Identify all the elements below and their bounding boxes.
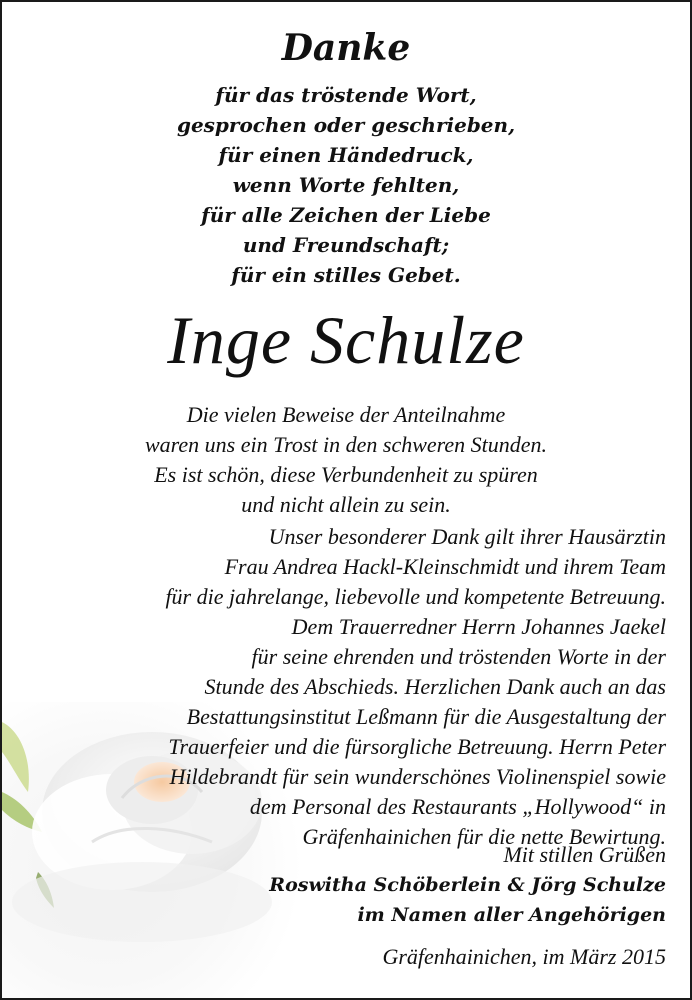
thanks-line: Stunde des Abschieds. Herzlichen Dank auch an das — [204, 674, 666, 699]
dedication-line: für einen Händedruck, — [218, 143, 474, 167]
thanks-line: Unser besonderer Dank gilt ihrer Hausärztin — [268, 524, 666, 549]
dedication-line: gesprochen oder geschrieben, — [176, 113, 516, 137]
intro-line: und nicht allein zu sein. — [241, 492, 451, 517]
dedication-line: für ein stilles Gebet. — [231, 263, 461, 287]
thanks-line: Bestattungsinstitut Leßmann für die Ausgestaltung der — [186, 704, 666, 729]
dedication-line: wenn Worte fehlten, — [232, 173, 460, 197]
dedication-line: und Freundschaft; — [242, 233, 450, 257]
dedication-line: für alle Zeichen der Liebe — [201, 203, 491, 227]
dedication-verse — [2, 80, 690, 290]
thanks-line: Dem Trauerredner Herrn Johannes Jaekel — [291, 614, 666, 639]
thanks-line: für seine ehrenden und tröstenden Worte in der — [251, 644, 666, 669]
thanks-line: Hildebrandt für sein wunderschönes Violinenspiel sowie — [169, 764, 666, 789]
place-and-date: Gräfenhainichen, im März 2015 — [382, 944, 666, 969]
thanks-line: Trauerfeier und die fürsorgliche Betreuung. Herrn Peter — [168, 734, 666, 759]
closing-greeting: Mit stillen Grüßen — [503, 842, 666, 867]
signer-names: Roswitha Schöberlein & Jörg Schulze — [269, 874, 666, 896]
thanks-line: für die jahrelange, liebevolle und kompetente Betreuung. — [165, 584, 666, 609]
dedication-line: für das tröstende Wort, — [215, 83, 477, 107]
thanks-paragraph — [2, 522, 666, 852]
signer-family-note: im Namen aller Angehörigen — [357, 904, 666, 926]
intro-paragraph — [2, 400, 690, 520]
intro-line: Die vielen Beweise der Anteilnahme — [186, 402, 506, 427]
thanks-line: dem Personal des Restaurants „Hollywood“ in — [249, 794, 666, 819]
intro-line: waren uns ein Trost in den schweren Stunden. — [144, 432, 548, 457]
thanks-line: Gräfenhainichen für die nette Bewirtung. — [302, 824, 666, 849]
heading-danke: Danke — [281, 27, 411, 69]
signers-block — [2, 870, 666, 930]
intro-line: Es ist schön, diese Verbundenheit zu spüren — [154, 462, 538, 487]
thanks-line: Frau Andrea Hackl-Kleinschmidt und ihrem Team — [224, 554, 666, 579]
deceased-name: Inge Schulze — [167, 302, 525, 378]
